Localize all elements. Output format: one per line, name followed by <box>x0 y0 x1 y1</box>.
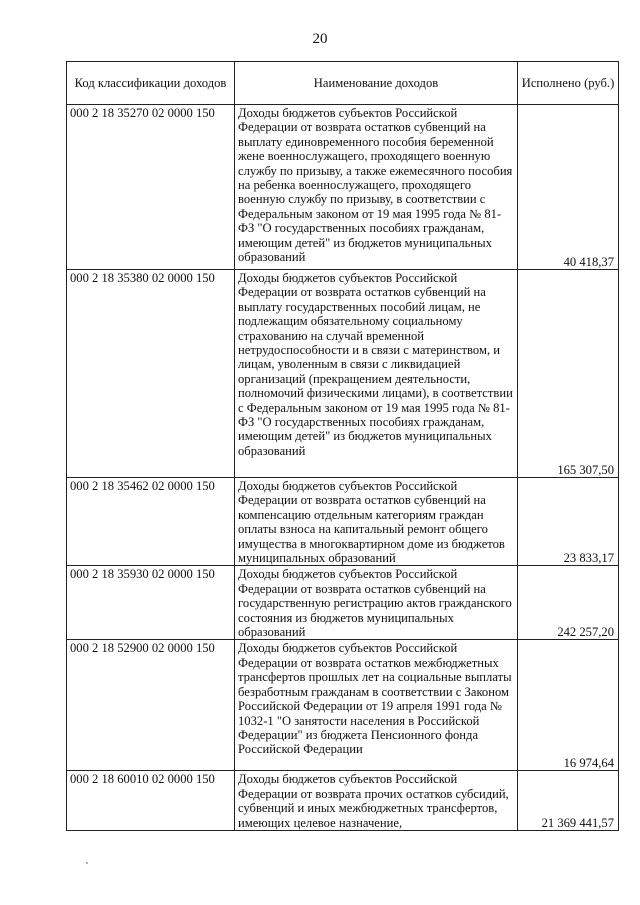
header-name: Наименование доходов <box>235 62 518 105</box>
table-row <box>67 105 619 270</box>
row-name: Доходы бюджетов субъектов Российской Федерации от возврата остатков межбюджетных трансфертов прошлых лет на социальные выплаты безработным гражданам в соответствии с Законом Российской Федерации от 19 апреля 1991 года № 1032-1 "О занятости населения в Российской Федерации" из бюджета Пенсионного фонда Российской Федерации <box>235 640 518 771</box>
row-name: Доходы бюджетов субъектов Российской Федерации от возврата остатков субвенций на государственную регистрацию актов гражданского состояния из бюджетов муниципальных образований <box>235 566 518 640</box>
table-row <box>67 478 619 566</box>
row-amount: 165 307,50 <box>518 270 619 478</box>
row-amount: 21 369 441,57 <box>518 771 619 831</box>
row-name: Доходы бюджетов субъектов Российской Федерации от возврата остатков субвенций на выплату государственных пособий лицам, не подлежащим обязательному социальному страхованию на случай временной нетрудоспособности и в связи с материнством, и лицам, уволенным в связи с ликвидацией организаций (прекращением деятельности, полномочий физическими лицами), в соответствии с Федеральным законом от 19 мая 1995 года № 81-ФЗ "О государственных пособиях гражданам, имеющим детей" из бюджетов муниципальных образований <box>235 270 518 478</box>
page-number: 20 <box>312 31 328 47</box>
row-code: 000 2 18 35462 02 0000 150 <box>67 478 235 566</box>
row-amount: 40 418,37 <box>518 105 619 270</box>
row-code: 000 2 18 35270 02 0000 150 <box>67 105 235 270</box>
row-amount: 242 257,20 <box>518 566 619 640</box>
header-code: Код классификации доходов <box>67 62 235 105</box>
table-row <box>67 640 619 771</box>
row-name: Доходы бюджетов субъектов Российской Федерации от возврата остатков субвенций на компенсацию отдельным категориям граждан оплаты взноса на капитальный ремонт общего имущества в многоквартирном доме из бюджетов муниципальных образований <box>235 478 518 566</box>
row-code: 000 2 18 35380 02 0000 150 <box>67 270 235 478</box>
header-amount: Исполнено (руб.) <box>518 62 619 105</box>
table-row <box>67 270 619 478</box>
row-code: 000 2 18 35930 02 0000 150 <box>67 566 235 640</box>
row-amount: 23 833,17 <box>518 478 619 566</box>
table-row <box>67 771 619 831</box>
income-table <box>66 61 619 831</box>
row-name: Доходы бюджетов субъектов Российской Федерации от возврата остатков субвенций на выплату единовременного пособия беременной жене военнослужащего, проходящего военную службу по призыву, а также ежемесячного пособия на ребенка военнослужащего, проходящего военную службу по призыву, в соответствии с Федеральным законом от 19 мая 1995 года № 81-ФЗ "О государственных пособиях гражданам, имеющим детей" из бюджетов муниципальных образований <box>235 105 518 270</box>
table-row <box>67 566 619 640</box>
scan-speck <box>86 862 88 864</box>
table-header-row <box>67 62 619 105</box>
row-code: 000 2 18 52900 02 0000 150 <box>67 640 235 771</box>
row-name: Доходы бюджетов субъектов Российской Федерации от возврата прочих остатков субсидий, субвенций и иных межбюджетных трансфертов, имеющих целевое назначение, <box>235 771 518 831</box>
row-amount: 16 974,64 <box>518 640 619 771</box>
row-code: 000 2 18 60010 02 0000 150 <box>67 771 235 831</box>
